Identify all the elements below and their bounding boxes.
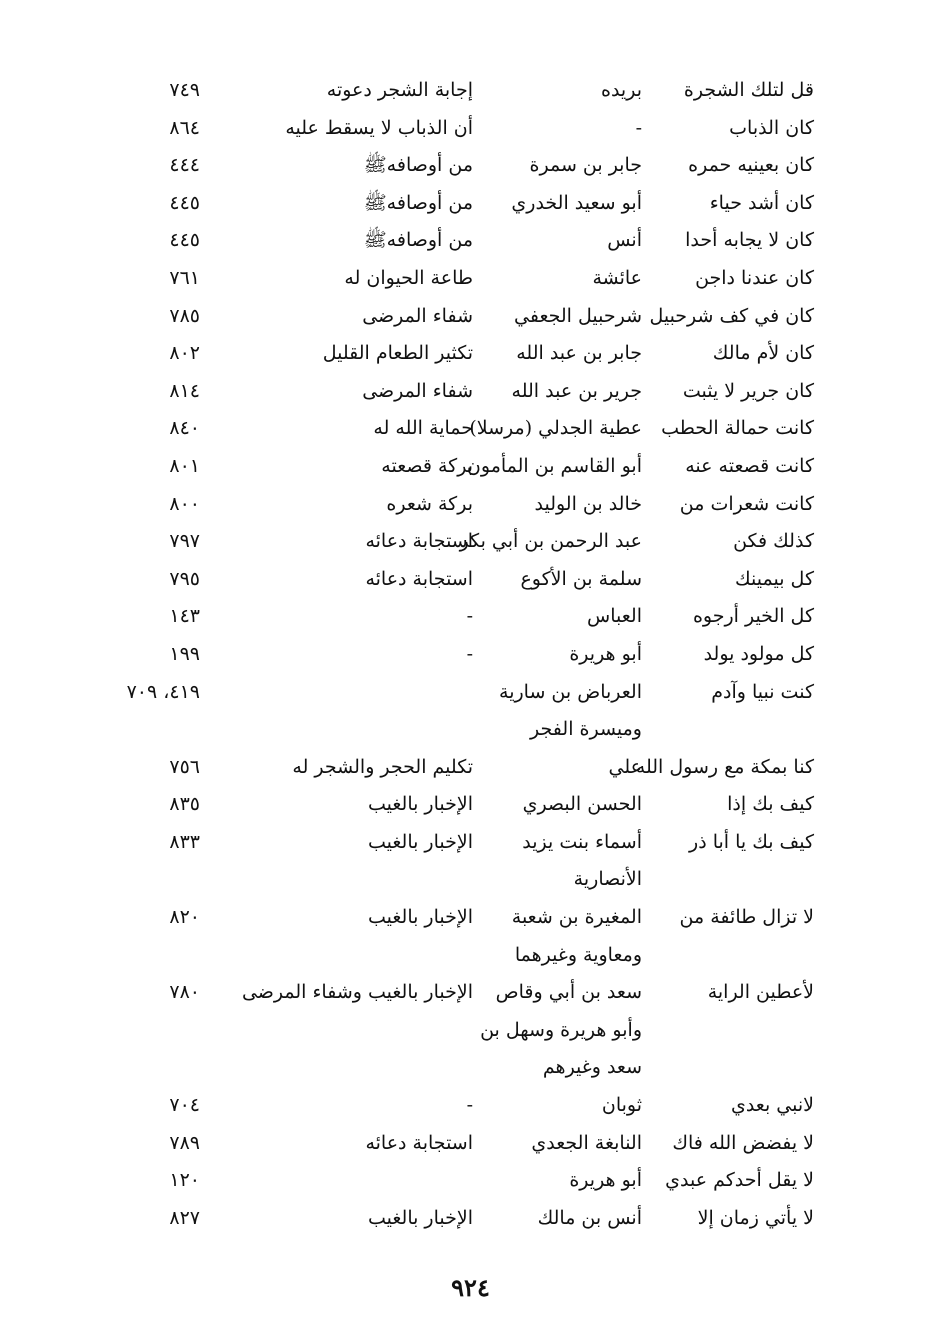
hadith-text: كنا بمكة مع رسول الله: [635, 755, 814, 778]
narrator: العرباض بن سارية: [499, 680, 642, 703]
hadith-text: كانت حمالة الحطب: [661, 417, 814, 440]
table-row: [0, 1087, 941, 1125]
hadith-text: كنت نبيا وآدم: [711, 680, 814, 703]
topic: تكليم الحجر والشجر له: [292, 755, 473, 778]
table-row: [0, 72, 941, 110]
page-reference: ٨٦٤: [169, 116, 200, 139]
hadith-text: كل الخير أرجوه: [692, 605, 814, 628]
topic: من أوصافهﷺ: [363, 229, 473, 252]
narrator: المغيرة بن شعبة: [511, 906, 642, 929]
topic: الإخبار بالغيب: [367, 1206, 473, 1229]
page-reference: ١٩٩: [169, 642, 200, 665]
topic: استجابة دعائه: [365, 567, 473, 590]
narrator: أبو هريرة: [569, 642, 642, 665]
table-row: [0, 1012, 941, 1050]
table-row: [0, 222, 941, 260]
narrator: أبو سعيد الخدري: [511, 191, 642, 214]
hadith-text: كانت شعرات من: [679, 492, 814, 515]
table-row: [0, 749, 941, 787]
page-reference: ١٤٣: [169, 605, 200, 628]
table-row: [0, 598, 941, 636]
narrator: أبو هريرة: [569, 1169, 642, 1192]
page-reference: ٨٠٢: [169, 342, 200, 365]
narrator: جابر بن عبد الله: [516, 342, 642, 365]
narrator: سلمة بن الأكوع: [520, 567, 642, 590]
hadith-text: كل بيمينك: [735, 567, 814, 590]
page-reference: ٧٥٦: [169, 755, 200, 778]
table-row: [0, 861, 941, 899]
hadith-text: كذلك فكن: [733, 530, 814, 553]
topic: [240, 674, 473, 712]
narrator: وأبو هريرة وسهل بن: [480, 1018, 642, 1041]
table-row: [0, 373, 941, 411]
topic: الإخبار بالغيب: [367, 906, 473, 929]
narrator: ومعاوية وغيرهما: [514, 943, 642, 966]
topic: -: [466, 642, 473, 665]
page-reference: ١٢٠: [169, 1169, 200, 1192]
topic: شفاء المرضى: [362, 304, 473, 327]
page-reference: [100, 1049, 200, 1087]
hadith-text: كان أشد حياء: [709, 191, 814, 214]
page-reference: ٨٣٣: [169, 830, 200, 853]
narrator: عطية الجدلي (مرسلا): [469, 417, 642, 440]
table-row: [0, 335, 941, 373]
narrator: سعد وغيرهم: [542, 1056, 642, 1079]
narrator: أنس بن مالك: [537, 1206, 642, 1229]
topic: حماية الله له: [373, 417, 473, 440]
topic: شفاء المرضى: [362, 379, 473, 402]
narrator: الحسن البصري: [522, 793, 642, 816]
page-reference: ٨٠١: [169, 454, 200, 477]
hadith-text: كيف بك إذا: [727, 793, 814, 816]
narrator: جرير بن عبد الله: [511, 379, 642, 402]
page-number: ٩٢٤: [451, 1273, 490, 1302]
narrator: عائشة: [592, 266, 642, 289]
topic: بركة قصعته: [381, 454, 473, 477]
page-reference: ٨٢٠: [169, 906, 200, 929]
hadith-text: لا يقل أحدكم عبدي: [665, 1169, 814, 1192]
page-reference: ٧٦١: [169, 266, 200, 289]
topic: أن الذباب لا يسقط عليه: [285, 116, 473, 139]
narrator: العباس: [587, 605, 642, 628]
table-row: [0, 1200, 941, 1238]
table-row: [0, 410, 941, 448]
hadith-text: كان جرير لا يثبت: [682, 379, 814, 402]
topic: استجابة دعائه: [365, 1131, 473, 1154]
narrator: -: [635, 116, 642, 139]
topic: [240, 861, 473, 899]
page-reference: ٧٤٩: [169, 79, 200, 101]
page-reference: ٨٢٧: [169, 1206, 200, 1229]
narrator: عبد الرحمن بن أبي بكر: [459, 530, 642, 553]
narrator: أسماء بنت يزيد: [522, 830, 642, 853]
page-reference: ٧٩٧: [169, 530, 200, 553]
table-row: [0, 1162, 941, 1200]
narrator: خالد بن الوليد: [534, 492, 642, 515]
topic: الإخبار بالغيب: [367, 793, 473, 816]
narrator: وميسرة الفجر: [530, 718, 642, 741]
narrator: جابر بن سمرة: [529, 154, 642, 177]
page-reference: [100, 861, 200, 899]
page-reference: ٨٣٥: [169, 793, 200, 816]
page-reference: ٤١٩، ٧٠٩: [126, 680, 200, 703]
narrator: شرحبيل الجعفي: [514, 304, 642, 327]
table-row: [0, 974, 941, 1012]
table-row: [0, 523, 941, 561]
table-row: [0, 298, 941, 336]
table-row: [0, 486, 941, 524]
topic: -: [466, 605, 473, 628]
page-reference: ٨١٤: [169, 379, 200, 402]
hadith-text: لا تزال طائفة من: [679, 906, 814, 929]
table-row: [0, 185, 941, 223]
table-row: [0, 561, 941, 599]
table-row: [0, 1049, 941, 1087]
topic: استجابة دعائه: [365, 530, 473, 553]
page-reference: ٨٤٠: [169, 417, 200, 440]
table-row: [0, 674, 941, 712]
page-reference: ٧٩٥: [169, 567, 200, 590]
topic: من أوصافهﷺ: [363, 154, 473, 177]
page-reference: [100, 937, 200, 975]
topic: بركة شعره: [386, 492, 473, 515]
page-reference: ٧٨٠: [169, 981, 200, 1004]
topic: الإخبار بالغيب: [367, 830, 473, 853]
table-row: [0, 260, 941, 298]
narrator: ثوبان: [601, 1094, 642, 1117]
page-reference: ٧٠٤: [169, 1094, 200, 1117]
hadith-text: كان في كف شرحبيل: [649, 304, 814, 327]
topic: من أوصافهﷺ: [363, 191, 473, 214]
hadith-text: لا يفضض الله فاك: [672, 1131, 814, 1154]
hadith-text: كان لا يجابه أحدا: [685, 229, 814, 252]
narrator: بريده: [601, 79, 642, 101]
hadith-text: كل مولود يولد: [703, 642, 814, 665]
table-row: [0, 711, 941, 749]
narrator: سعد بن أبي وقاص: [495, 981, 642, 1004]
topic: إجابة الشجر دعوته: [326, 79, 473, 101]
page-reference: ٧٨٥: [169, 304, 200, 327]
table-row: [0, 147, 941, 185]
topic: [240, 1162, 473, 1200]
topic: [240, 711, 473, 749]
hadith-text: كان عندنا داجن: [695, 266, 814, 289]
hadith-text: كان بعينيه حمره: [688, 154, 814, 177]
table-row: [0, 110, 941, 148]
narrator: أنس: [607, 229, 642, 252]
narrator: أبو القاسم بن المأمون: [466, 454, 642, 477]
table-row: [0, 937, 941, 975]
narrator: النابغة الجعدي: [531, 1131, 642, 1154]
topic: تكثير الطعام القليل: [322, 342, 473, 365]
topic: الإخبار بالغيب وشفاء المرضى: [241, 981, 473, 1004]
narrator: الأنصارية: [573, 868, 642, 891]
table-row: [0, 1125, 941, 1163]
page-reference: ٤٤٥: [169, 191, 200, 214]
page-reference: ٨٠٠: [169, 492, 200, 515]
page-reference: [100, 711, 200, 749]
hadith-text: كانت قصعته عنه: [685, 454, 814, 477]
narrator: علي: [608, 755, 642, 778]
page-reference: [100, 1012, 200, 1050]
hadith-text: كيف بك يا أبا ذر: [689, 830, 814, 853]
topic: [240, 1012, 473, 1050]
topic: [240, 937, 473, 975]
hadith-text: لأعطين الراية: [707, 981, 814, 1004]
table-row: [0, 899, 941, 937]
hadith-text: لا يأتي زمان إلا: [697, 1206, 814, 1229]
table-row: [0, 824, 941, 862]
topic: طاعة الحيوان له: [344, 266, 473, 289]
topic: -: [466, 1094, 473, 1117]
hadith-text: لانبي بعدي: [730, 1094, 814, 1117]
index-table: [0, 72, 941, 1237]
page-reference: ٧٨٩: [169, 1131, 200, 1154]
hadith-text: قل لتلك الشجرة: [683, 79, 814, 101]
page-reference: ٤٤٥: [169, 229, 200, 252]
table-row: [0, 636, 941, 674]
topic: [240, 1049, 473, 1087]
hadith-text: كان الذباب: [729, 116, 814, 139]
hadith-text: كان لأم مالك: [712, 342, 814, 365]
table-row: [0, 448, 941, 486]
page-reference: ٤٤٤: [169, 154, 200, 177]
table-row: [0, 786, 941, 824]
